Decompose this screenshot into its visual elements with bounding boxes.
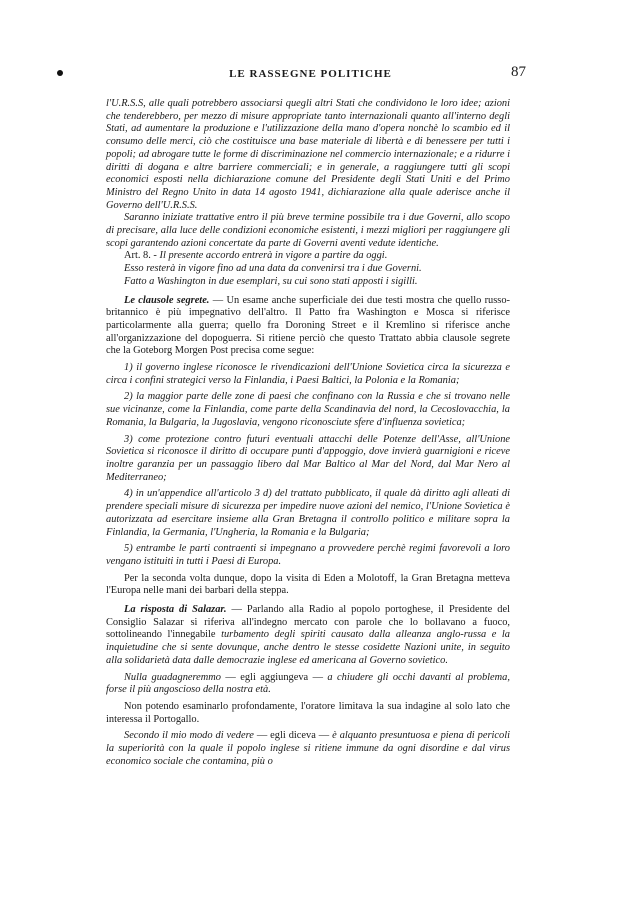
salazar-text-roman: — Parlando alla Radio al popolo portoghese, il Presidente del Consiglio Salazar si riferiva all'indegno mercato con parole che lo bollavano a fuoco, sottolineando l'innegabile [106,604,510,641]
clause-item-2 [106,391,510,429]
secret-clauses-text: — Un esame anche superficiale dei due testi mostra che quello russo-britannico è più impegnativo dell'altro. Il Patto fra Washington e Mosca si riferisce particolarmente alla guerra; quello fra Doroning Street e il Kremlino si riferisce anche all'organizzazione del dopoguerra. Si ritiene perciò che questo Trattato abbia clausole segrete che la Goteborg Morgen Post precisa come segue: [106,294,510,357]
quote-part-2: è alquanto presuntuosa e piena di pericoli la superiorità con la quale il popolo inglese si ritiene immune da ogni disordine e dal virus economico sociale che contamina, più o [106,730,510,767]
clause-item-4 [106,488,510,539]
paragraph-negotiations: Saranno iniziate trattative entro il più breve termine possibile tra i due Governi, allo scopo di precisare, alla luce delle condizioni economiche esistenti, i mezzi migliori per raggiungere gli scopi garantendo azioni concertate da parte di Governi aventi vedute identiche. [106,212,510,249]
paragraph-salazar-response [106,604,510,668]
clause-item-1 [106,362,510,387]
body-text [106,98,510,768]
clause-text: il governo inglese riconosce le rivendicazioni dell'Unione Sovietica circa la sicurezza e circa i confini strategici verso la Finlandia, i Paesi Baltici, la Polonia e la Romania; [106,362,510,386]
paragraph-secret-clauses [106,295,510,359]
quote-interjection: — egli diceva — [256,730,330,742]
paragraph-nulla-guadagneremmo [106,672,510,697]
clause-text: in un'appendice all'articolo 3 d) del trattato pubblicato, il quale dà diritto agli alleati di prendere speciali misure di sicurezza per impedire nuove azioni del nemico, l'Unione Sovietica è autorizzata ad esercitare insieme alla Gran Bretagna il controllo politico e militare sopra la Finlandia, la Germania, l'Ungheria, la Romania e la Bulgaria; [106,488,510,538]
paragraph-portugal: Non potendo esaminarlo profondamente, l'oratore limitava la sua indagine al solo lato che interessa il Portogallo. [106,700,510,725]
quote-part-1: Secondo il mio modo di vedere [124,730,254,742]
clause-text: come protezione contro futuri eventuali attacchi delle Potenze dell'Asse, all'Unione Sovietica si riconosce il diritto di occupare punti d'appoggio, dove invierà guarnigioni e riceve inoltre garanzia per un passaggio libero dal Mar Baltico al Mar del Nord, dal Mar Nero al Mediterraneo; [106,433,511,483]
salazar-text-italic: turbamento degli spiriti causato dalla alleanza anglo-russa e la inquietudine che si sente dovunque, anche dentro le stesse cosidette Nazioni unite, in seguito alla solidarietà data dalle democrazie inglese ed americana al Governo sovietico. [106,629,510,666]
paragraph-validity: Esso resterà in vigore fino ad una data da convenirsi tra i due Governi. [124,263,422,275]
paragraph-eden-molotoff: Per la seconda volta dunque, dopo la visita di Eden a Molotoff, la Gran Bretagna metteva l'Europa nelle mani dei barbari della steppa. [106,572,510,597]
clause-number: 2) [124,391,133,403]
clause-item-5 [106,543,510,568]
paragraph-ussr-treaty-continued: l'U.R.S.S, alle quali potrebbero associarsi quegli altri Stati che condividono le loro idee; azioni che tenderebbero, per mezzo di misure appropriate tanto internazionali quanto all'interno degli Stati, ad aumentare la produzione e l'utilizzazione della mano d'opera nonchè lo scambio ed il consumo delle merci, ciò che costituisce una base materiale di libertà e di benessere per tutti i popoli; ad abrogare tutte le forme di discriminazione nel commercio internazionale; e a ridurre i diritti di dogana e altre barriere commerciali; e in generale, a raggiungere tutti gli scopi economici esposti nella dichiarazione comune del Presidente degli Stati Uniti e del Primo Ministro del Regno Unito in data 14 agosto 1941, dichiarazione alla quale aderisce anche il Governo dell'U.R.S.S. [106,98,510,211]
section-heading-salazar: La risposta di Salazar. [124,604,227,616]
quote-part-2: a chiudere gli occhi davanti al problema, forse il più angoscioso della nostra età. [106,671,510,696]
quote-interjection: — egli aggiungeva — [225,671,323,683]
clause-number: 4) [124,488,133,500]
page-number: 87 [511,64,526,80]
clause-item-3 [106,434,510,485]
paragraph-secondo-il-mio [106,730,510,768]
clause-number: 1) [124,362,133,374]
paragraph-signature: Fatto a Washington in due esemplari, su cui sono stati apposti i sigilli. [124,275,418,287]
section-heading-secret-clauses: Le clausole segrete. [124,294,210,306]
clause-text: la maggior parte delle zone di paesi che confinano con la Russia e che si trovano nelle sue vicinanze, come la Finlandia, come parte della Scandinavia del nord, la Cecoslovacchia, la Romania, la Bulgaria, la Jugoslavia, vengono riconosciute sfere d'influenza sovietica; [106,391,510,428]
clause-number: 3) [124,433,133,445]
article-8-label: Art. 8. - [124,250,157,262]
clause-number: 5) [124,543,133,555]
article-8-text: Il presente accordo entrerà in vigore a partire da oggi. [159,250,388,262]
paragraph-article-8 [106,250,510,263]
quote-part-1: Nulla guadagneremmo [124,671,221,683]
running-title: LE RASSEGNE POLITICHE [229,68,392,80]
clause-text: entrambe le parti contraenti si impegnano a provvedere perchè regimi favorevoli a loro vengano istituiti in tutti i Paesi di Europa. [106,543,510,567]
